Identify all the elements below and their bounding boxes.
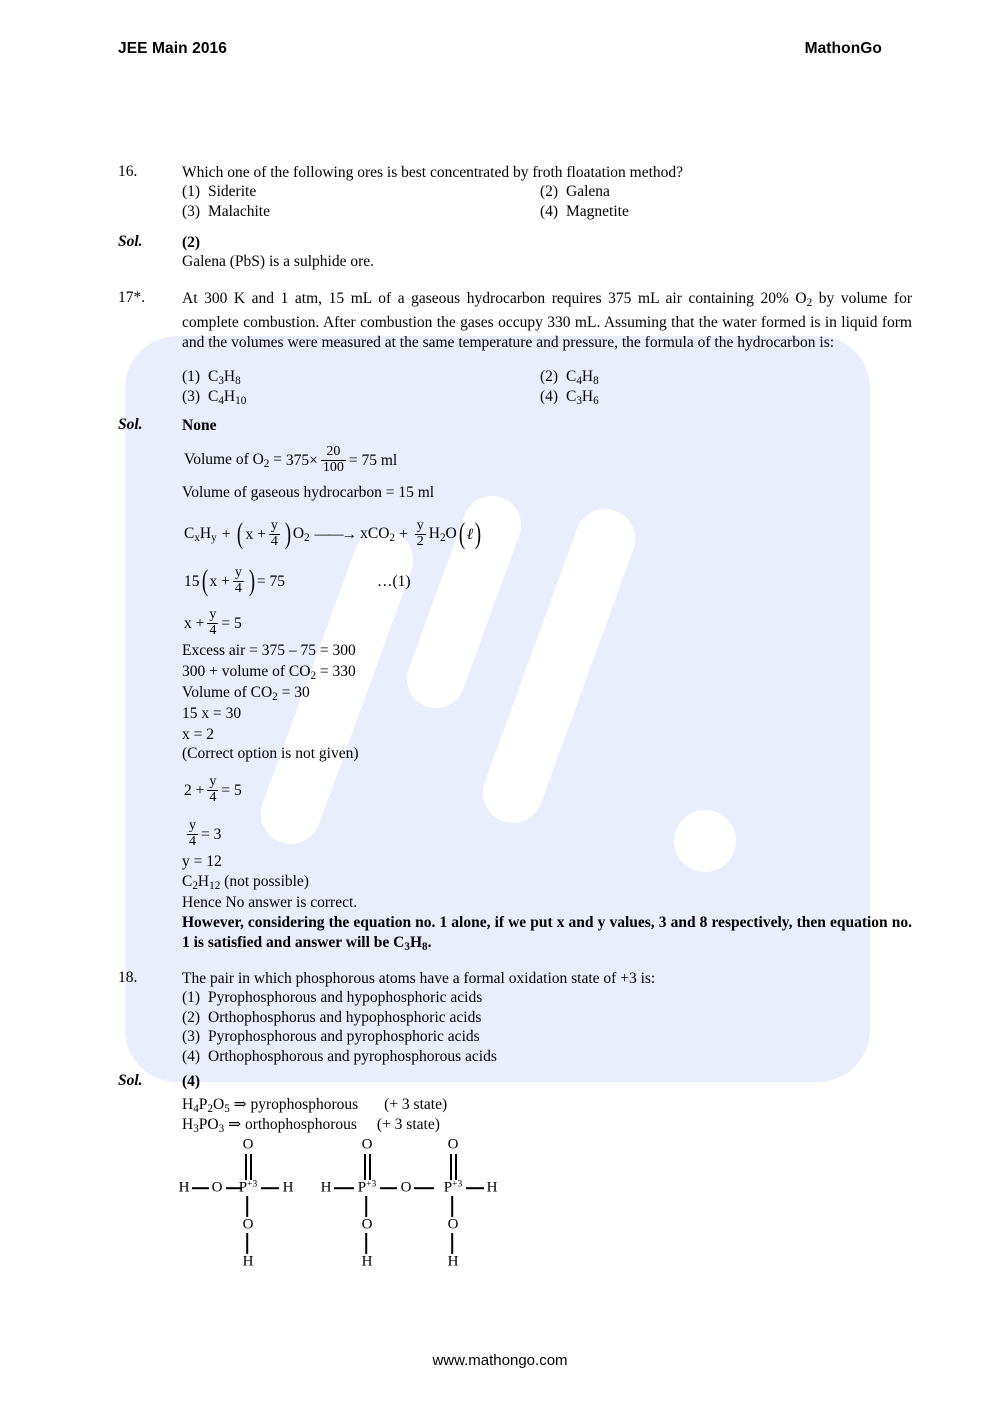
paren-state-open: ( (458, 517, 465, 551)
option-row (182, 1047, 912, 1067)
solution-17-volume-o2 (184, 445, 397, 475)
solution-16-answer: (2) (182, 234, 201, 251)
solution-17-volume-hydrocarbon: Volume of gaseous hydrocarbon = 15 ml (182, 484, 435, 501)
solution-17-equation-3 (184, 775, 242, 805)
solution-17-x-value: x = 2 (182, 726, 214, 743)
double-bond-line-b (369, 1154, 371, 1180)
question-18-option-1[interactable]: (1) Pyrophosphorous and hypophosphoric acids (182, 989, 483, 1006)
eq-rhs-fraction: $\frac{y}{2}$ (416, 518, 424, 549)
solution-18-answer: (4) (182, 1073, 201, 1090)
question-17-text: At 300 K and 1 atm, 15 mL of a gaseous hydrocarbon requires 375 mL air containing 20% $O_2$ by volume for complete combustion. After combustion the gases occupy 330 mL. Assuming that the water formed is in liquid form and the volumes were measured at the same temperature and pressure, the formula of the hydrocarbon is: (182, 290, 912, 351)
question-18-text: The pair in which phosphorous atoms have a formal oxidation state of +3 is: (182, 970, 656, 987)
eq-rhs-water: $H_2O$ (428, 524, 457, 544)
vol-o2-factor: 375× (285, 451, 318, 469)
question-18-options (182, 988, 912, 1066)
double-bond-line-a (245, 1154, 247, 1180)
reaction-arrow-icon: ——→ (314, 525, 356, 543)
atom-h-bottom-left: H (361, 1253, 373, 1270)
vol-o2-label: Volume of $O_2$ = (184, 450, 286, 470)
double-bond-line-c (450, 1154, 452, 1180)
solution-17-hence: Hence No answer is correct. (182, 894, 358, 911)
eq2-rhs: = 5 (221, 614, 242, 632)
paren-open: ( (237, 517, 244, 551)
atom-o-bridge: O (400, 1179, 412, 1196)
eq2-fraction: $\frac{y}{4}$ (209, 607, 217, 638)
solution-17-combustion-equation (184, 519, 483, 549)
solution-17-equation-4 (184, 819, 221, 849)
footer-website-url[interactable]: www.mathongo.com (432, 1352, 568, 1369)
bond-o-h-down-right (451, 1233, 453, 1254)
solution-17-c2h12: $C_2H_{12}$ (not possible) (182, 873, 309, 892)
header-brand: MathonGo (804, 40, 882, 57)
question-16-option-1[interactable]: (1) Siderite (182, 183, 257, 200)
eq-coef-fraction: $\frac{y}{4}$ (270, 518, 278, 549)
atom-o-top: O (242, 1136, 254, 1153)
bond-p-o-bridge-left (380, 1187, 397, 1189)
bond-p-o-down-left (365, 1196, 367, 1217)
question-16-option-2[interactable]: (2) Galena (540, 183, 610, 200)
vol-o2-fraction: $\frac{20}{100}$ (322, 444, 344, 475)
eq3-rhs: = 5 (221, 781, 242, 799)
atom-p-center: $P^{+3}$ (238, 1179, 258, 1196)
solution-17-excess-air: Excess air = 375 – 75 = 300 (182, 642, 356, 659)
paren-close: ) (248, 564, 255, 598)
eq1-fraction: $\frac{y}{4}$ (234, 565, 242, 596)
bond-h-o (192, 1187, 209, 1189)
solution-18-label: Sol. (118, 1072, 143, 1089)
question-18-number: 18. (118, 969, 138, 986)
eq3-lead: 2 + (184, 781, 205, 799)
eq-plus: + (221, 525, 231, 543)
question-16-option-3[interactable]: (3) Malachite (182, 202, 270, 220)
solution-18-row-2: $H_3PO_3$ ⇒ orthophosphorous (+ 3 state) (182, 1116, 440, 1135)
double-bond-line-b (250, 1154, 252, 1180)
orthophosphorous-acid-structure (176, 1136, 316, 1270)
atom-h-right: H (486, 1179, 498, 1196)
question-18-option-2[interactable]: (2) Orthophosphorus and hypophosphoric acids (182, 1008, 482, 1026)
question-18-option-4[interactable]: (4) Orthophosphorous and pyrophosphorous acids (182, 1047, 497, 1065)
atom-o-bottom-left: O (361, 1216, 373, 1233)
question-17-option-2[interactable]: (2) $C_4H_8$ (540, 368, 599, 387)
bond-h-p-left (334, 1187, 354, 1189)
question-17-option-3[interactable]: (3) $C_4H_{10}$ (182, 387, 247, 407)
solution-17-answer: None (182, 417, 217, 434)
solution-17-equation-1 (184, 566, 411, 596)
eq3-fraction: $\frac{y}{4}$ (209, 774, 217, 805)
atom-h-right: H (282, 1179, 294, 1196)
eq-rhs-state: ℓ (466, 525, 474, 543)
paren-close: ) (284, 517, 291, 551)
question-17-option-4[interactable]: (4) $C_3H_6$ (540, 387, 599, 407)
solution-17-not-given: (Correct option is not given) (182, 745, 359, 762)
atom-p-left: $P^{+3}$ (357, 1179, 377, 1196)
option-row (182, 202, 912, 222)
eq-coef-x: x + (245, 525, 266, 543)
atom-h-left: H (320, 1179, 332, 1196)
atom-o-top-right: O (447, 1136, 459, 1153)
header-exam-title: JEE Main 2016 (118, 40, 227, 57)
bond-o-h-down-left (365, 1233, 367, 1254)
atom-h-bottom: H (242, 1253, 254, 1270)
question-16-text: Which one of the following ores is best concentrated by froth floatation method? (182, 164, 684, 181)
question-18-option-3[interactable]: (3) Pyrophosphorous and pyrophosphoric acids (182, 1028, 480, 1045)
paren-open: ( (201, 564, 208, 598)
bond-p-o-down (246, 1196, 248, 1217)
eq-rhs-plus: + (398, 525, 408, 543)
pyrophosphorous-acid-structure (318, 1136, 498, 1270)
eq-o2: $O_2$ (292, 524, 310, 544)
option-row (182, 1027, 912, 1047)
atom-o-left: O (211, 1179, 223, 1196)
solution-17-volume-co2: Volume of $CO_2 = 30$ (182, 684, 310, 703)
atom-o-top-left: O (361, 1136, 373, 1153)
eq1-rhs: = 75 (256, 572, 285, 590)
double-bond-line-d (455, 1154, 457, 1180)
solution-16-line-1: Galena (PbS) is a sulphide ore. (182, 253, 374, 270)
eq1-x: x + (209, 572, 230, 590)
question-16-option-4[interactable]: (4) Magnetite (540, 202, 629, 220)
solution-16-label: Sol. (118, 233, 143, 250)
atom-p-right: $P^{+3}$ (443, 1179, 463, 1196)
question-17-option-1[interactable]: (1) $C_3H_8$ (182, 368, 241, 387)
eq-rhs-co2: xCO$_2$ (360, 524, 395, 544)
option-row (182, 367, 912, 387)
vol-o2-result: = 75 ml (348, 451, 398, 469)
solution-17-equation-2 (184, 608, 242, 638)
question-17-options (182, 367, 912, 406)
option-row (182, 1008, 912, 1028)
atom-h-bottom-right: H (447, 1253, 459, 1270)
option-row (182, 988, 912, 1008)
eq4-fraction: $\frac{y}{4}$ (189, 818, 196, 849)
bond-p-h (261, 1187, 279, 1189)
bond-p-o-down-right (451, 1196, 453, 1217)
atom-h-left: H (178, 1179, 190, 1196)
bond-p-h-right (466, 1187, 484, 1189)
double-bond-line-a (364, 1154, 366, 1180)
solution-17-y-value: y = 12 (182, 853, 222, 870)
eq4-rhs: = 3 (201, 825, 222, 843)
atom-o-bottom: O (242, 1216, 254, 1233)
question-16-number: 16. (118, 163, 138, 180)
eq2-x: x + (184, 614, 205, 632)
bond-o-p-bridge-right (414, 1187, 434, 1189)
question-17-number: 17*. (118, 289, 146, 306)
solution-17-note: However, considering the equation no. 1 alone, if we put x and y values, 3 and 8 respectively, then equation no. 1 is satisfied and answer will be $C_3H_8$. (182, 914, 912, 953)
eq1-lead: 15 (184, 572, 200, 590)
solution-17-15x: 15 x = 30 (182, 705, 242, 722)
bond-o-h-down (246, 1233, 248, 1254)
solution-17-300-plus-co2: 300 + volume of $CO_2 = 330$ (182, 663, 356, 682)
solution-18-row-1: $H_4P_2O_5$ ⇒ pyrophosphorous (+ 3 state) (182, 1096, 448, 1115)
eq1-tag: …(1) (377, 572, 411, 590)
atom-o-bottom-right: O (447, 1216, 459, 1233)
option-row (182, 182, 912, 202)
solution-17-label: Sol. (118, 416, 143, 433)
question-16-options (182, 182, 912, 221)
eq-species: $C_xH_y$ (184, 524, 217, 544)
paren-state-close: ) (475, 517, 482, 551)
option-row (182, 387, 912, 407)
